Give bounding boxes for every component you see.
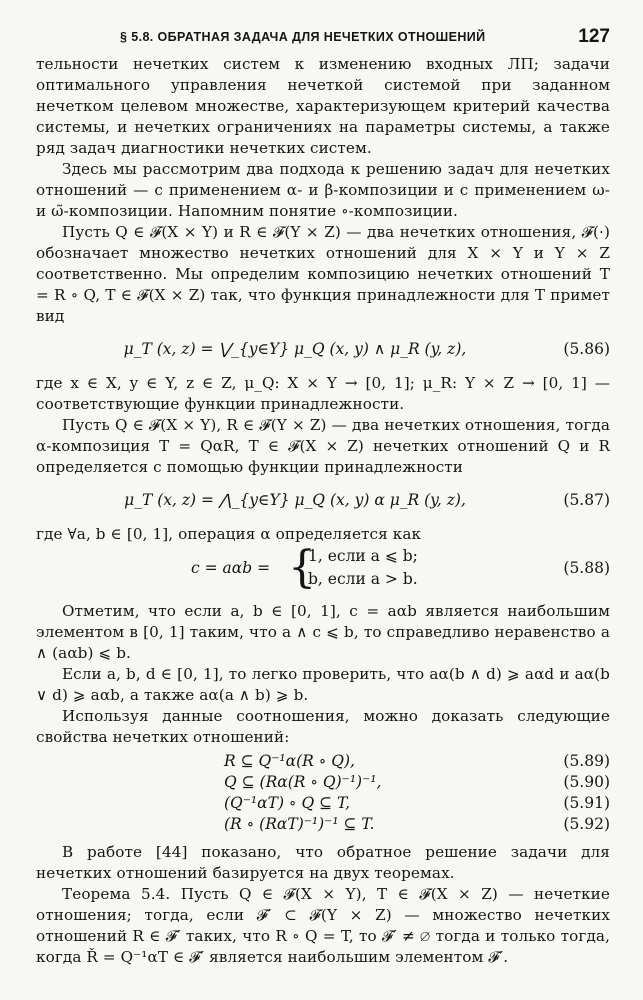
equation-number: (5.87) [563, 491, 610, 509]
running-head: § 5.8. ОБРАТНАЯ ЗАДАЧА ДЛЯ НЕЧЕТКИХ ОТНОШЕНИЙ [120, 30, 486, 44]
paragraph-check: Если a, b, d ∈ [0, 1], то легко проверить, что aα(b ∧ d) ⩾ aαd и aα(b ∨ d) ⩾ aαb, а также aα(a ∧ b) ⩾ b. [36, 665, 610, 704]
formula-case-2: b, если a > b. [308, 570, 418, 588]
formula-expression: Q ⊆ (Rα(R ∘ Q)⁻¹)⁻¹, [224, 773, 382, 791]
paragraph-reference: В работе [44] показано, что обратное решение задачи для нечетких отношений базируется на двух теоремах. [36, 843, 610, 882]
paragraph-where: где x ∈ X, y ∈ Y, z ∈ Z, μ_Q: X × Y → [0, 1]; μ_R: Y × Z → [0, 1] — соответствующие функции принадлежности. [36, 374, 610, 413]
page-number: 127 [578, 26, 610, 47]
formula-expression: μ_T (x, z) = ⋀_{y∈Y} μ_Q (x, y) α μ_R (y, z), [124, 491, 466, 509]
equation-number: (5.89) [563, 752, 610, 770]
formula-5-90 [36, 773, 610, 794]
equation-number: (5.92) [563, 815, 610, 833]
paragraph-approaches: Здесь мы рассмотрим два подхода к решению задач для нечетких отношений — с применением α- и β-композиции и с применением ω- и ω̃-композиции. Напомним понятие ∘-композиции. [36, 160, 610, 220]
formula-5-87 [36, 478, 610, 524]
equation-number: (5.88) [563, 559, 610, 577]
formula-expression: (R ∘ (RαT)⁻¹)⁻¹ ⊆ T. [224, 815, 375, 833]
paragraph-theorem-5-4: Теорема 5.4. Пусть Q ∈ 𝓕(X × Y), T ∈ 𝓕(X × Z) — нечеткие отношения; тогда, если 𝓕′ ⊂ 𝓕(Y × Z) — множество нечетких отношений R ∈ 𝓕′ таких, что R ∘ Q = T, то 𝓕′ ≠ ∅ тогда и только тогда, когда Ř = Q⁻¹αT ∈ 𝓕′ является наибольшим элементом 𝓕′. [36, 885, 610, 966]
formula-lhs: c = aαb = [191, 559, 271, 577]
formula-5-89 [36, 752, 610, 773]
paragraph-alpha-operation: где ∀a, b ∈ [0, 1], операция α определяется как [36, 525, 422, 543]
formula-5-86 [36, 327, 610, 373]
paragraph-alpha-composition: Пусть Q ∈ 𝓕(X × Y), R ∈ 𝓕(Y × Z) — два нечетких отношения, тогда α-композиция T = QαR, T ∈ 𝓕(X × Z) нечетких отношений Q и R определяется с помощью функции принадлежности [36, 416, 610, 476]
formula-5-88 [36, 542, 610, 595]
formula-expression: R ⊆ Q⁻¹α(R ∘ Q), [224, 752, 355, 770]
paragraph-properties: Используя данные соотношения, можно доказать следующие свойства нечетких отношений: [36, 707, 610, 746]
book-page [36, 22, 610, 968]
paragraph-continuation: тельности нечетких систем к изменению входных ЛП; задачи оптимального управления нечеткой системой при заданном нечетком целевом множестве, характеризующем критерий качества системы, и нечетких ограничениях на параметры системы, а также ряд задач диагностики нечетких систем. [36, 55, 610, 157]
formula-case-1: 1, если a ⩽ b; [308, 547, 418, 565]
equation-number: (5.86) [563, 340, 610, 358]
page-header [36, 22, 610, 54]
equation-number: (5.91) [563, 794, 610, 812]
paragraph-composition-def: Пусть Q ∈ 𝓕(X × Y) и R ∈ 𝓕(Y × Z) — два нечетких отношения, 𝓕(·) обозначает множество нечетких отношений для X × Y и Y × Z соответственно. Мы определим композицию нечетких отношений T = R ∘ Q, T ∈ 𝓕(X × Z) так, что функция принадлежности для T примет вид [36, 223, 610, 325]
formula-5-92 [36, 815, 610, 836]
formula-expression: μ_T (x, z) = ⋁_{y∈Y} μ_Q (x, y) ∧ μ_R (y, z), [123, 340, 467, 358]
paragraph-note: Отметим, что если a, b ∈ [0, 1], c = aαb является наибольшим элементом в [0, 1] таким, что a ∧ c ⩽ b, то справедливо неравенство a ∧ (aαb) ⩽ b. [36, 602, 610, 662]
curly-brace: { [288, 542, 316, 593]
formula-expression: (Q⁻¹αT) ∘ Q ⊆ T, [224, 794, 350, 812]
equation-number: (5.90) [563, 773, 610, 791]
formula-5-91 [36, 794, 610, 815]
